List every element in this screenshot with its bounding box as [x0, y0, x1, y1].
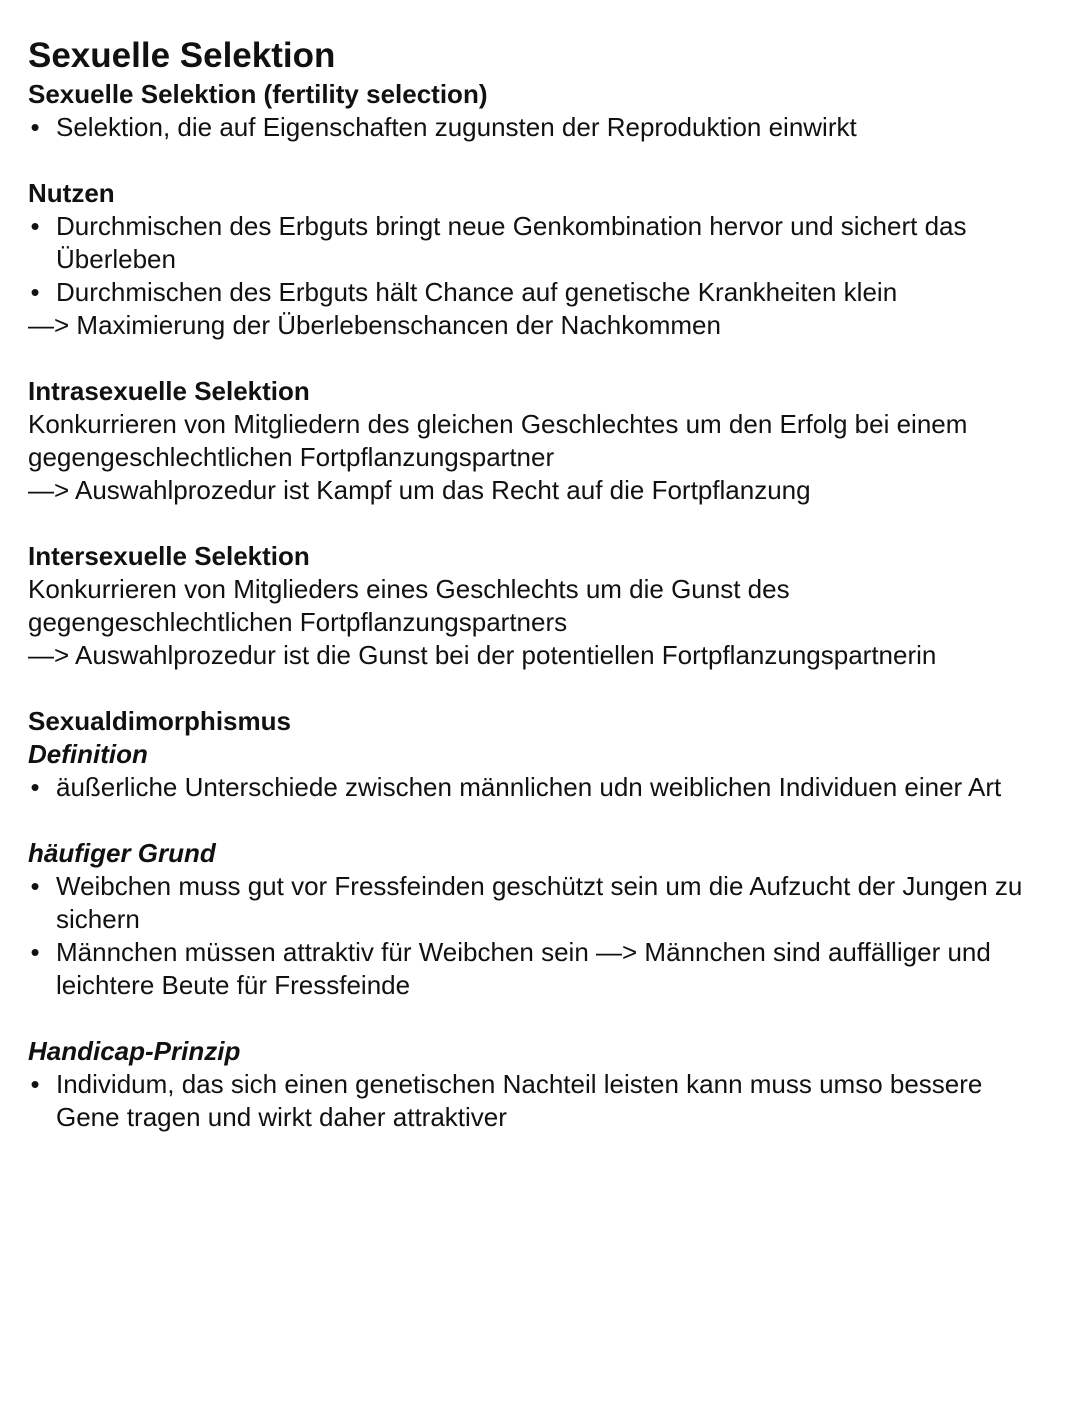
bullet-item: • Weibchen muss gut vor Fressfeinden geschützt sein um die Aufzucht der Jungen zu sichern: [28, 870, 1050, 936]
section-nutzen: [28, 177, 1050, 342]
paragraph-intersexuell: Konkurrieren von Mitglieders eines Geschlechts um die Gunst des gegengeschlechtlichen Fortpflanzungspartners: [28, 574, 790, 637]
section-heading-dimorphismus: Sexualdimorphismus: [28, 706, 291, 736]
conclusion-intersexuell: —> Auswahlprozedur ist die Gunst bei der potentiellen Fortpflanzungspartnerin: [28, 640, 937, 670]
section-intersexuelle-selektion: [28, 540, 1050, 672]
bullet-item: • Selektion, die auf Eigenschaften zugunsten der Reproduktion einwirkt: [28, 111, 1050, 144]
bullet-list-nutzen: [28, 210, 1050, 309]
bullet-list-handicap: [28, 1068, 1050, 1134]
bullet-item: • Durchmischen des Erbguts bringt neue Genkombination hervor und sichert das Überleben: [28, 210, 1050, 276]
subsection-grund: [28, 837, 1050, 1002]
bullet-list-grund: [28, 870, 1050, 1002]
bullet-item: • Durchmischen des Erbguts hält Chance auf genetische Krankheiten klein: [28, 276, 1050, 309]
section-heading-fertility: Sexuelle Selektion (fertility selection): [28, 79, 488, 109]
subsection-handicap: [28, 1035, 1050, 1134]
section-intrasexuelle-selektion: [28, 375, 1050, 507]
section-heading-intersexuell: Intersexuelle Selektion: [28, 541, 310, 571]
bullet-list-definition: [28, 771, 1050, 804]
section-heading-nutzen: Nutzen: [28, 178, 115, 208]
section-heading-intrasexuell: Intrasexuelle Selektion: [28, 376, 310, 406]
section-sexualdimorphismus: [28, 705, 1050, 1134]
bullet-item: • Männchen müssen attraktiv für Weibchen sein —> Männchen sind auffälliger und leichtere Beute für Fressfeinde: [28, 936, 1050, 1002]
subsection-definition: [28, 738, 1050, 804]
bullet-item: • äußerliche Unterschiede zwischen männlichen udn weiblichen Individuen einer Art: [28, 771, 1050, 804]
paragraph-intrasexuell: Konkurrieren von Mitgliedern des gleichen Geschlechtes um den Erfolg bei einem gegengeschlechtlichen Fortpflanzungspartner: [28, 409, 968, 472]
bullet-item: • Individum, das sich einen genetischen Nachteil leisten kann muss umso bessere Gene tragen und wirkt daher attraktiver: [28, 1068, 1050, 1134]
conclusion-nutzen: —> Maximierung der Überlebenschancen der Nachkommen: [28, 310, 721, 340]
subsection-heading-handicap: Handicap-Prinzip: [28, 1036, 241, 1066]
subsection-heading-definition: Definition: [28, 739, 148, 769]
subsection-heading-grund: häufiger Grund: [28, 838, 216, 868]
section-fertility-selection: [28, 78, 1050, 144]
bullet-list-fertility: [28, 111, 1050, 144]
page-title: Sexuelle Selektion: [28, 36, 336, 75]
conclusion-intrasexuell: —> Auswahlprozedur ist Kampf um das Recht auf die Fortpflanzung: [28, 475, 811, 505]
